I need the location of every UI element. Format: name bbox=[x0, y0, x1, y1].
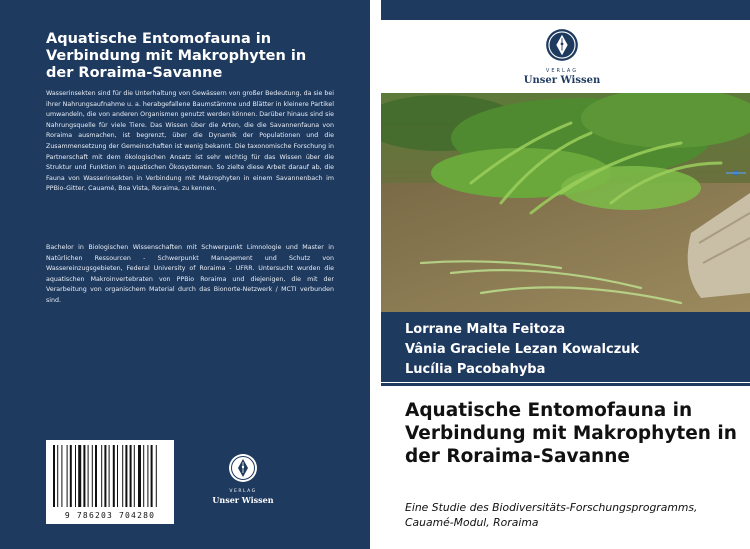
front-cover bbox=[381, 0, 750, 549]
isbn-number: 9 786203 704280 bbox=[64, 511, 156, 520]
back-cover bbox=[0, 0, 370, 549]
back-cover-title: Aquatische Entomofauna in Verbindung mit Makrophyten in der Roraima-Savanne bbox=[46, 31, 307, 81]
fountain-pen-nib-icon bbox=[545, 28, 579, 62]
barcode-bars-icon bbox=[51, 445, 169, 507]
author-name: Lorrane Malta Feitoza bbox=[405, 322, 566, 337]
front-publisher-verlag: VERLAG bbox=[545, 68, 579, 74]
front-top-bar bbox=[381, 0, 750, 20]
back-publisher-verlag: VERLAG bbox=[229, 489, 257, 494]
back-publisher-logo bbox=[210, 453, 276, 505]
author-name: Vânia Graciele Lezan Kowalczuk bbox=[405, 342, 640, 357]
isbn-barcode bbox=[46, 440, 174, 524]
back-publisher-name: Unser Wissen bbox=[212, 495, 274, 505]
front-cover-title: Aquatische Entomofauna in Verbindung mit Makrophyten in der Roraima-Savanne bbox=[405, 400, 737, 467]
front-publisher-name: Unser Wissen bbox=[523, 75, 601, 86]
back-cover-description: Wasserinsekten sind für die Unterhaltung von Gewässern von großer Bedeutung, da sie bei ihrer Nahrungsaufnahme u. a. herabgefallene Baumstämme und Blätter in kleinere Partikel umwandeln, die von anderen Organismen genutzt werden können. Darüber hinaus sind sie Nahrungsquelle für viele Tiere. Das Wissen über die Arten, die die Savannenfauna von Roraima ausmachen, ist begrenzt, über die Dynamik der Populationen und die Zusammensetzung der Gemeinschaften ist wenig bekannt. Die taxonomische Forschung in Partnerschaft mit dem ökologischen Ansatz ist sehr wichtig für das Wissen über die Struktur und Funktion in aquatischen Ökosystemen. So zielte diese Arbeit darauf ab, die Fauna von Wasserinsekten in Verbindung mit Makrophyten in einem Savannenbach im PPBio-Gitter, Cauamé, Boa Vista, Roraima, zu kennen. bbox=[46, 90, 334, 193]
back-cover-author-bio: Bachelor in Biologischen Wissenschaften mit Schwerpunkt Limnologie und Master in Natürlichen Ressourcen - Schwerpunkt Management und Schutz von Wassereinzugsgebieten, Federal University of Roraima - UFRR. Untersucht wurden die aquatischen Makroinvertebraten von PPBio Roraima und diejenigen, die mit der Verarbeitung von organischem Material durch das Bionorte-Netzwerk / MCTI verbunden sind. bbox=[46, 244, 334, 304]
author-name: Lucília Pacobahyba bbox=[405, 362, 546, 377]
book-spine bbox=[370, 0, 381, 549]
front-publisher-logo bbox=[512, 28, 612, 86]
front-cover-subtitle: Eine Studie des Biodiversitäts-Forschungsprogramms, Cauamé-Modul, Roraima bbox=[405, 501, 698, 529]
title-divider bbox=[381, 383, 750, 386]
authors-band bbox=[381, 312, 750, 382]
cover-photo-stream-plants bbox=[381, 93, 750, 312]
fountain-pen-nib-icon bbox=[228, 453, 258, 483]
